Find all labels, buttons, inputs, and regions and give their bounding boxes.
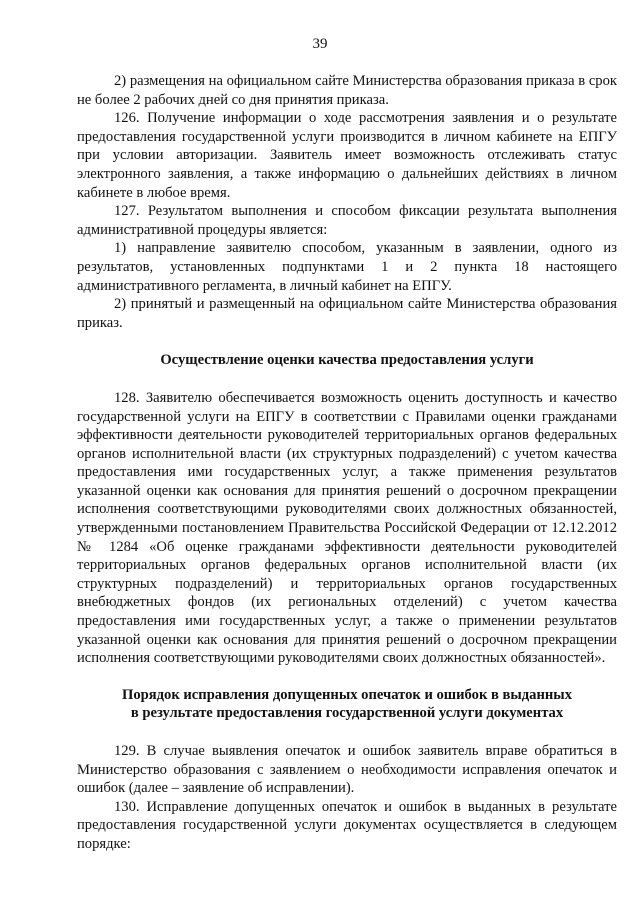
spacer [77,723,617,742]
spacer [77,370,617,389]
paragraph-127: 127. Результатом выполнения и способом фиксации результата выполнения административной процедуры является: [77,203,617,238]
paragraph-127-item-1: 1) направление заявителю способом, указанным в заявлении, одного из результатов, установленных подпунктами 1 и 2 пункта 18 настоящего административного регламента, в личный кабинет на ЕПГУ. [77,240,617,294]
section-heading-quality: Осуществление оценки качества предоставления услуги [160,352,534,369]
paragraph-126: 126. Получение информации о ходе рассмотрения заявления и о результате предоставления государственной услуги производится в личном кабинете на ЕПГУ при условии авторизации. Заявитель имеет возможность отслеживать статус электронного заявления, а также информацию о дальнейших действиях в личном кабинете в любое время. [77,110,617,201]
paragraph-130: 130. Исправление допущенных опечаток и ошибок в выданных в результате предоставления государственной услуги документах осуществляется в следующем порядке: [77,798,617,852]
document-body [77,72,617,854]
spacer [77,668,617,686]
section-heading-corrections [77,686,617,723]
page-number: 39 [312,36,328,52]
paragraph-129: 129. В случае выявления опечаток и ошибок заявитель вправе обратиться в Министерство образования с заявлением о необходимости исправления опечаток и ошибок (далее – заявление об исправлении). [77,743,617,797]
paragraph-128: 128. Заявителю обеспечивается возможность оценить доступность и качество государственной услуги на ЕПГУ в соответствии с Правилами оценки гражданами эффективности деятельности руководителей территориальных органов федеральных органов исполнительной власти (их структурных подразделений) с учетом качества предоставления ими государственных услуг, а также применения результатов указанной оценки как основания для принятия решений о досрочном прекращении исполнения соответствующими руководителями своих должностных обязанностей, утвержденными постановлением Правительства Российской Федерации от 12.12.2012 № 1284 «Об оценке гражданами эффективности деятельности руководителей территориальных органов федеральных органов исполнительной власти (их структурных подразделений) и территориальных органов государственных внебюджетных фондов (их региональных отделений) с учетом качества предоставления ими государственных услуг, а также о применении результатов указанной оценки как основания для принятия решений о досрочном прекращении исполнения соответствующими руководителями своих должностных обязанностей». [77,389,617,667]
heading-line-1: Порядок исправления допущенных опечаток и ошибок в выданных [122,686,572,703]
paragraph-125-item-2: 2) размещения на официальном сайте Министерства образования приказа в срок не более 2 рабочих дней со дня принятия приказа. [77,73,617,108]
heading-line-2: в результате предоставления государственной услуги документах [130,705,564,722]
paragraph-127-item-2: 2) принятый и размещенный на официальном сайте Министерства образования приказ. [77,296,617,331]
spacer [77,332,617,351]
